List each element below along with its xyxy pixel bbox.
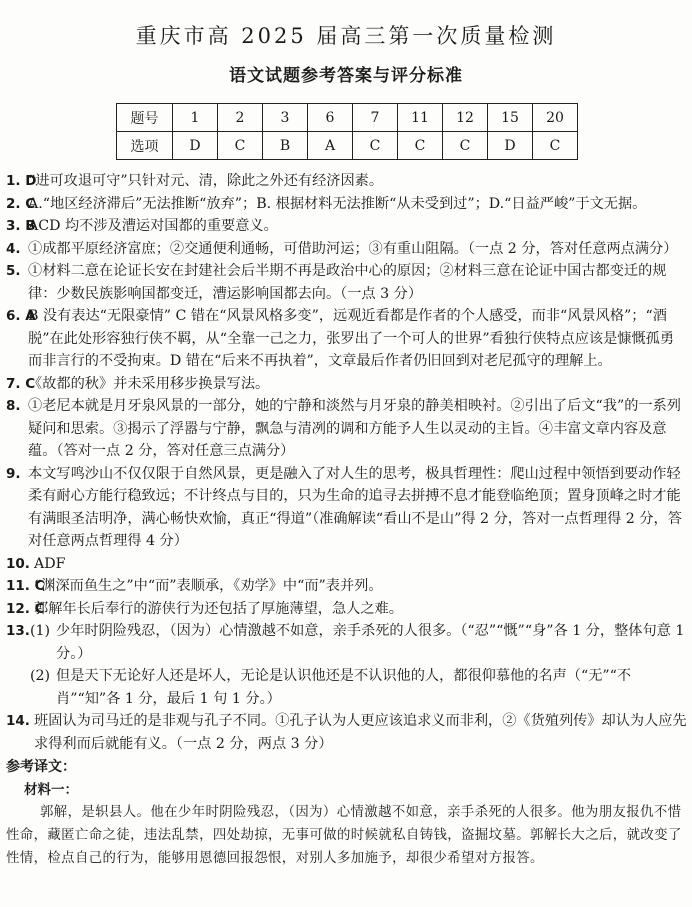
- answer-item: [6, 260, 688, 305]
- item-number: 1. D: [6, 173, 37, 189]
- item-number: 10.: [6, 555, 30, 572]
- answer-item-13: [6, 620, 688, 710]
- answer-item: [6, 395, 688, 463]
- item-number: 11. C: [6, 578, 45, 594]
- item-text: “进可攻退可守”只针对元、清，除此之外还有经济因素。: [28, 173, 384, 189]
- sub-text: 少年时阴险残忍，（因为）心情激越不如意，亲手杀死的人很多。（“忍”“慨”“身”各 1 分，整体句意 1 分。）: [56, 623, 685, 662]
- answer-item-14: [6, 710, 688, 755]
- question-cell: 6: [308, 104, 353, 132]
- question-cell: 1: [173, 104, 218, 132]
- answer-cell: C: [398, 132, 443, 160]
- item-text: A.“地区经济滞后”无法推断“放弃”；B. 根据材料无法推断“从未受到过”；D.“日益严峻”于文无据。: [28, 195, 647, 212]
- answer-item: [6, 373, 688, 396]
- material-heading: 材料一：: [24, 781, 78, 798]
- item-text: ①材料二意在论证长安在封建社会后半期不再是政治中心的原因；②材料三意在论证中国古都变迁的规律：少数民族影响国都变迁，漕运影响国都去向。（一点 3 分）: [28, 263, 667, 302]
- item-number: 5.: [6, 263, 21, 279]
- item-number: 2. C: [6, 195, 36, 212]
- item-text: ACD 均不涉及漕运对国都的重要意义。: [28, 218, 278, 234]
- question-cell: 7: [353, 104, 398, 132]
- sub-answer: [30, 665, 688, 710]
- sub-text: 但是天下无论好人还是坏人，无论是认识他还是不认识他的人，都很仰慕他的名声（“无”“不肖”“知”各 1 分，最后 1 句 1 分。）: [56, 668, 632, 707]
- question-number-row: [117, 104, 578, 132]
- item-text: 班固认为司马迁的是非观与孔子不同。①孔子认为人更应该追求义而非利，②《货殖列传》却认为人应先求得利而后就能有义。（一点 2 分，两点 3 分）: [34, 713, 687, 752]
- sub-number: (1): [30, 623, 51, 639]
- question-cell: 12: [443, 104, 488, 132]
- answer-item: [6, 598, 688, 621]
- question-cell: 20: [533, 104, 578, 132]
- answer-option-row: [117, 132, 578, 160]
- question-cell: 15: [488, 104, 533, 132]
- answer-cell: C: [218, 132, 263, 160]
- answer-cell: C: [533, 132, 578, 160]
- item-text: 《故都的秋》并未采用移步换景写法。: [28, 375, 270, 392]
- sub-number: (2): [30, 668, 51, 684]
- item-number: 9.: [6, 465, 21, 482]
- item-number: 4.: [6, 240, 21, 257]
- item-text: B 没有表达“无限豪情” C 错在“风景风格多变”，远观近看都是作者的个人感受，而非“风景风格”；“酒脱”在此处形容独行侠不羁，从“全靠一己之力，张罗出了一个可人的世界”看独行侠特点应该是慷慨孤勇而非言行的不受拘束。D 错在“后来不再执着”，文章最后作者仍旧回到对老尼孤守的理解上。: [28, 308, 675, 369]
- answer-item: [6, 305, 688, 373]
- answer-cell: D: [488, 132, 533, 160]
- item-number: 8.: [6, 398, 21, 414]
- answer-cell: C: [443, 132, 488, 160]
- item-text: 郭解年长后奉行的游侠行为还包括了厚施薄望，急人之难。: [34, 600, 403, 617]
- answer-item: [6, 553, 688, 576]
- answer-item: [6, 463, 688, 553]
- answer-item: [6, 238, 688, 261]
- row-label-option: 选项: [117, 132, 173, 160]
- answer-cell: A: [308, 132, 353, 160]
- answer-item: [6, 575, 688, 598]
- item-number: 13.: [6, 623, 30, 639]
- answer-item: [6, 170, 688, 193]
- item-number: 12. C: [6, 600, 45, 617]
- question-cell: 3: [263, 104, 308, 132]
- answer-item: [6, 215, 688, 238]
- item-number: 14.: [6, 713, 30, 729]
- question-cell: 2: [218, 104, 263, 132]
- item-number: 6. A: [6, 308, 36, 324]
- answer-item: [6, 193, 688, 216]
- item-text: ①老尼本就是月牙泉风景的一部分，她的宁静和淡然与月牙泉的静美相映衬。②引出了后文“我”的一系列疑问和思索。③揭示了浮嚣与宁静，飘急与清冽的调和方能予人生以灵动的主旨。④丰富文章内容及意蕴。（答对一点 2 分，答对任意三点满分）: [28, 398, 681, 459]
- sub-answer: [30, 620, 688, 665]
- item-number: 7. C: [6, 375, 36, 392]
- item-text: 本文写鸣沙山不仅仅限于自然风景，更是融入了对人生的思考，极具哲理性：爬山过程中领悟到要动作轻柔有耐心方能行稳致远；不计终点与目的，只为生命的追寻去拼搏不息才能登临绝顶；置身顶峰之时才能有满眼圣洁明净，满心畅快欢愉，真正“得道”（准确解读“看山不是山”得 2 分，答对一点哲理得 2 分，答对任意两点哲理得 4 分）: [28, 465, 682, 549]
- answer-cell: D: [173, 132, 218, 160]
- question-cell: 11: [398, 104, 443, 132]
- item-text: ADF: [34, 555, 66, 572]
- item-number: 3. B: [6, 218, 36, 234]
- row-label-question: 题号: [117, 104, 173, 132]
- answer-cell: C: [353, 132, 398, 160]
- document-subtitle: 语文试题参考答案与评分标准: [229, 66, 463, 86]
- document-title: 重庆市高 2025 届高三第一次质量检测: [135, 24, 557, 48]
- answer-table: [116, 103, 578, 160]
- item-text: “渊深而鱼生之”中“而”表顺承，《劝学》中“而”表并列。: [34, 578, 383, 594]
- answer-explanations: [6, 170, 688, 870]
- translation-text: 郭解，是轵县人。他在少年时阴险残忍，（因为）心情激越不如意，亲手杀死的人很多。他为朋友报仇不惜性命，藏匿亡命之徒，违法乱禁，四处劫掠，无事可做的时候就私自铸钱，盗掘坟墓。郭解长大之后，就改变了性情，检点自己的行为，能够用恩德回报怨恨，对别人多加施予，却很少希望对方报答。: [6, 805, 682, 866]
- answer-cell: B: [263, 132, 308, 160]
- item-text: ①成都平原经济富庶；②交通便利通畅，可借助河运；③有重山阻隔。（一点 2 分，答对任意两点满分）: [28, 240, 678, 257]
- translation-heading: 参考译文：: [6, 759, 76, 775]
